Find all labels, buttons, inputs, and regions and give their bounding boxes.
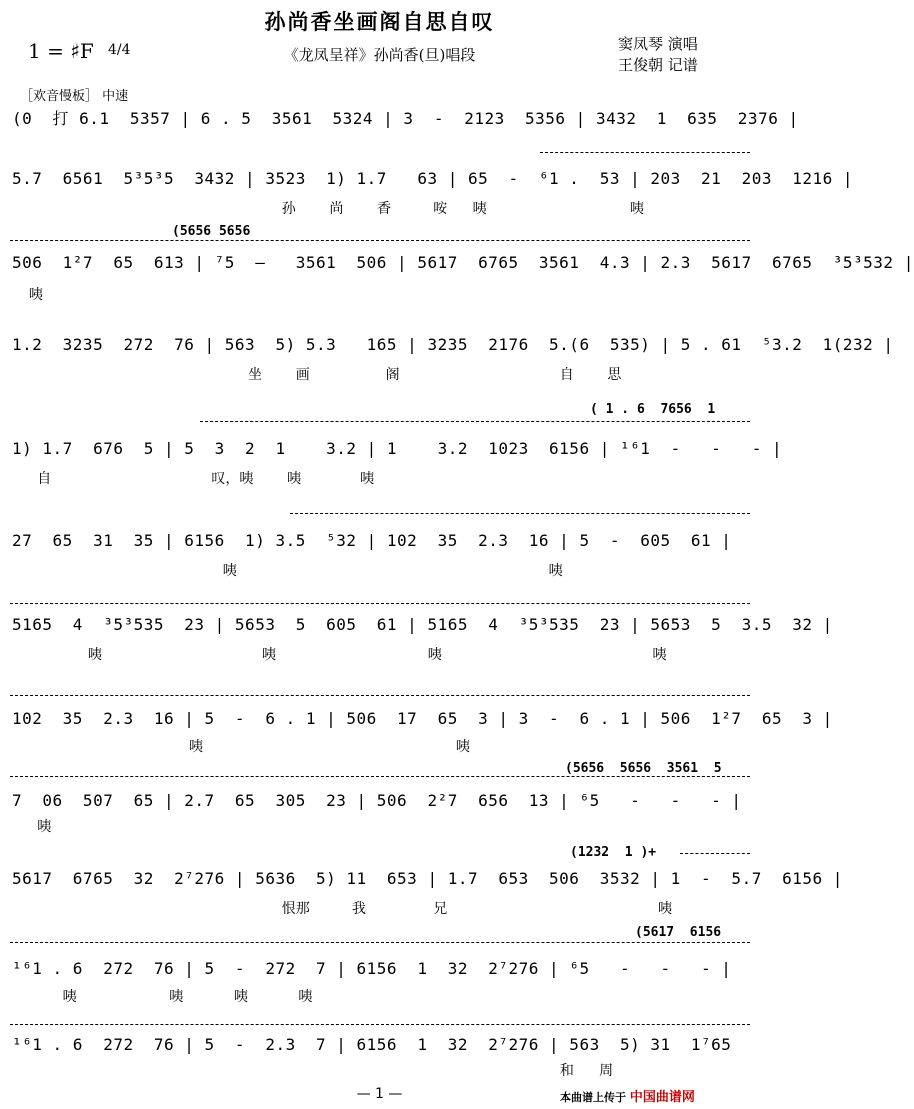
- dashed-line: [10, 240, 750, 241]
- lyrics-row-1: [12, 134, 752, 152]
- dashed-line: [290, 513, 750, 514]
- performer-credit: 窦凤琴 演唱: [618, 35, 698, 53]
- footer-prefix: 本曲谱上传于: [560, 1091, 626, 1104]
- song-subtitle: 《龙凤呈祥》孙尚香(旦)唱段: [283, 46, 476, 64]
- lyrics-row-9: 咦: [12, 819, 52, 835]
- dashed-line: [680, 853, 750, 854]
- site-logo: 中国曲谱网: [629, 1090, 695, 1105]
- lyrics-row-8: 咦 咦: [12, 739, 470, 755]
- score-row-7: 5165 4 ³5³535 23 | 5653 5 605 61 | 5165 4 ³5³535 23 | 5653 5 3.5 32 |: [12, 615, 833, 634]
- lyrics-row-6: 咦 咦: [12, 563, 563, 579]
- dashed-line: [10, 942, 750, 943]
- score-row-2: 5.7 6561 5³5³5 3432 | 3523 1) 1.7 63 | 65 - ⁶1 . 53 | 203 21 203 1216 |: [12, 169, 854, 188]
- score-row-12: ¹⁶1 . 6 272 76 | 5 - 2.3 7 | 6156 1 32 2⁷276 | 563 5) 31 1⁷65: [12, 1035, 732, 1054]
- dashed-line: [10, 695, 750, 696]
- score-row-3: 506 1²7 65 613 | ⁷5 — 3561 506 | 5617 6765 3561 4.3 | 2.3 5617 6765 ³5³532 |: [12, 253, 914, 272]
- dashed-line: [200, 421, 750, 422]
- lyrics-row-4: 坐 画 阁 自 思: [12, 367, 622, 383]
- key-signature: 1 = ♯F: [28, 39, 94, 63]
- lyrics-row-2: 孙 尚 香 咹 咦 咦: [12, 201, 644, 217]
- page-number: — 1 —: [356, 1086, 403, 1102]
- lyrics-row-10: 恨那 我 兄 咦: [12, 901, 673, 917]
- score-row-9: 7 06 507 65 | 2.7 65 305 23 | 506 2²7 656 13 | ⁶5 - - - |: [12, 791, 742, 810]
- dashed-line: [10, 776, 750, 777]
- score-row-6: 27 65 31 35 | 6156 1) 3.5 ⁵32 | 102 35 2.3 16 | 5 - 605 61 |: [12, 531, 732, 550]
- transcriber-credit: 王俊朝 记谱: [618, 56, 698, 74]
- lyrics-row-7: 咦 咦 咦 咦: [12, 647, 667, 663]
- lyrics-row-5: 自 叹，咦 咦 咦: [12, 471, 375, 487]
- score-row-8: 102 35 2.3 16 | 5 - 6 . 1 | 506 17 65 3 | 3 - 6 . 1 | 506 1²7 65 3 |: [12, 709, 833, 728]
- dashed-line: [10, 603, 750, 604]
- annotation-3: (5656 5656 3561 5: [565, 761, 722, 776]
- time-signature: 4/4: [108, 42, 131, 58]
- annotation-2: ( 1 . 6 7656 1: [590, 402, 716, 417]
- tempo-marking: ［欢音慢板］ 中速: [20, 89, 129, 104]
- score-row-10: 5617 6765 32 2⁷276 | 5636 5) 11 653 | 1.7 653 506 3532 | 1 - 5.7 6156 |: [12, 869, 843, 888]
- score-row-4: 1.2 3235 272 76 | 563 5) 5.3 165 | 3235 2176 5.(6 535) | 5 . 61 ⁵3.2 1(232 |: [12, 335, 894, 354]
- lyrics-row-12: 和 周: [12, 1063, 614, 1079]
- annotation-1: (5656 5656: [172, 224, 251, 239]
- song-title: 孙尚香坐画阁自思自叹: [264, 9, 495, 34]
- score-row-11: ¹⁶1 . 6 272 76 | 5 - 272 7 | 6156 1 32 2⁷276 | ⁶5 - - - |: [12, 959, 732, 978]
- annotation-5: (5617 6156: [635, 925, 722, 940]
- score-row-5: 1) 1.7 676 5 | 5 3 2 1 3.2 | 1 3.2 1023 6156 | ¹⁶1 - - - |: [12, 439, 783, 458]
- annotation-4: (1232 1 )+: [570, 845, 657, 860]
- lyrics-row-3: 咦: [12, 287, 43, 303]
- dashed-line: [540, 152, 750, 153]
- lyrics-row-11: 咦 咦 咦 咦: [12, 989, 313, 1005]
- dashed-line: [10, 1024, 750, 1025]
- footer-watermark: [560, 1086, 695, 1105]
- score-row-1: (0 打 6.1 5357 | 6 . 5 3561 5324 | 3 - 2123 5356 | 3432 1 635 2376 |: [12, 109, 799, 128]
